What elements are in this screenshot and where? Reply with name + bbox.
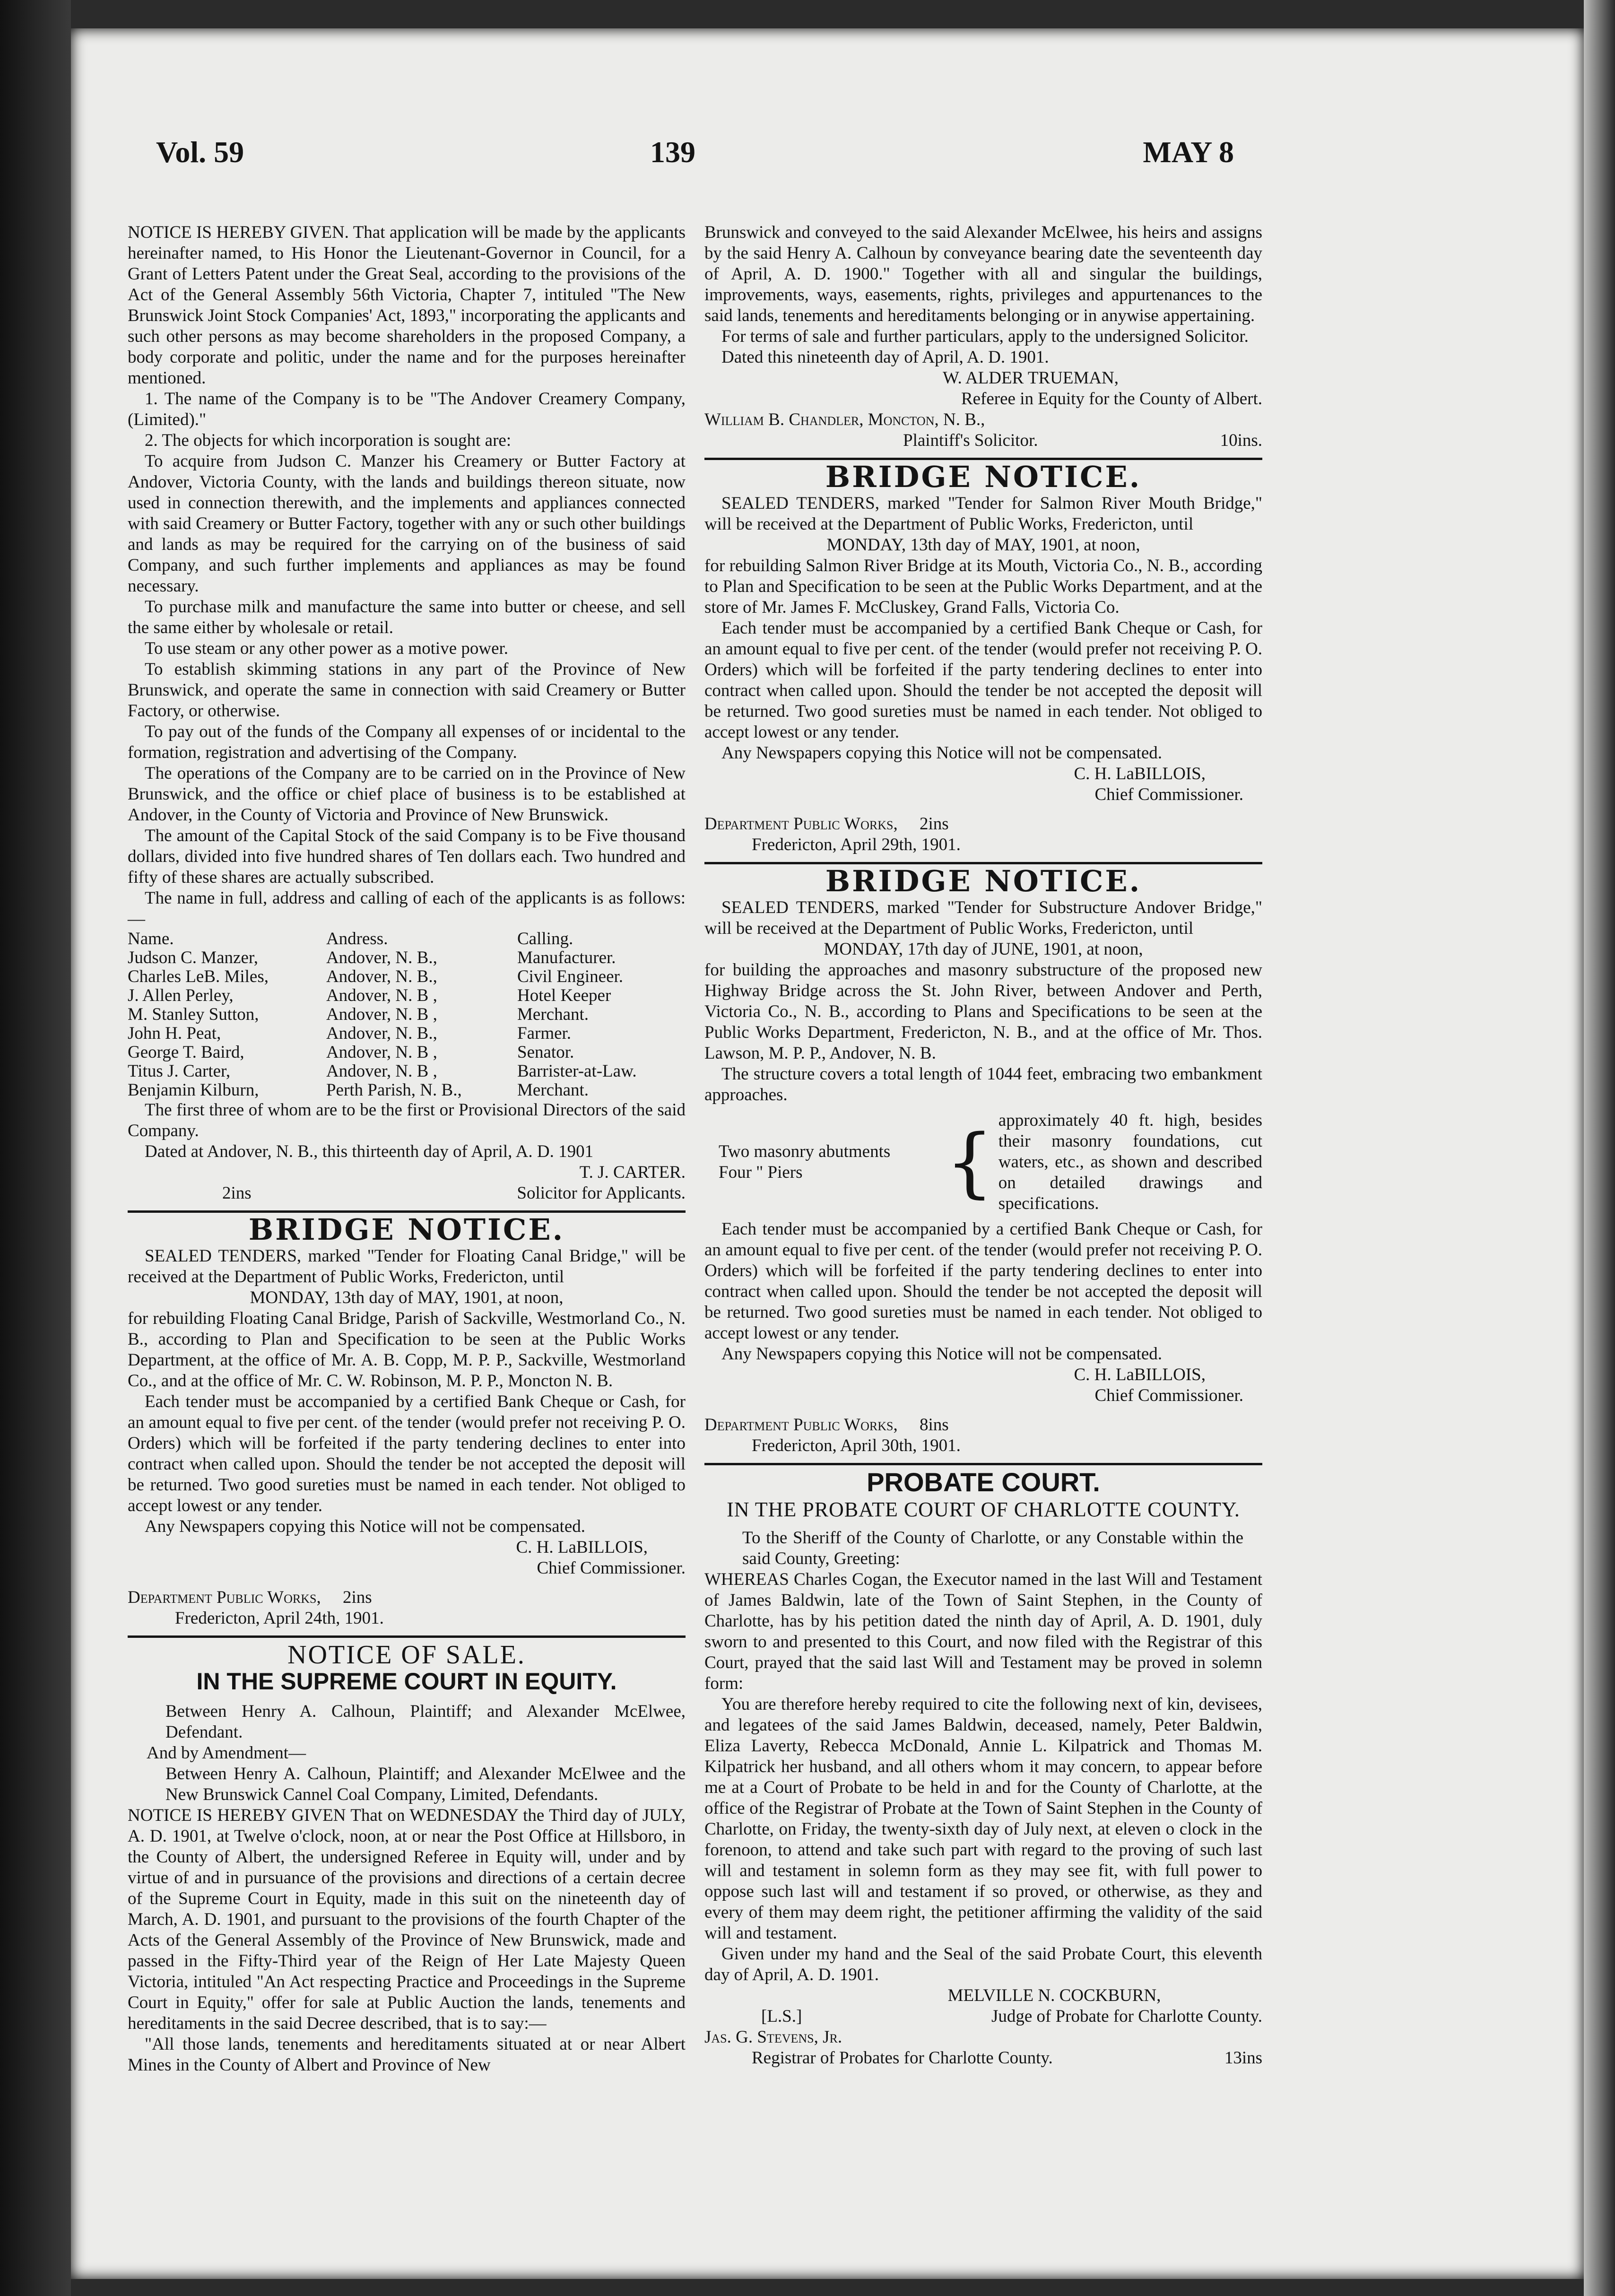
insertions-count: 2ins <box>222 1183 252 1203</box>
insertions-count: 2ins <box>342 1588 372 1607</box>
floating-canal-bridge-notice <box>128 1212 686 1629</box>
notice-title: NOTICE OF SALE. <box>287 1640 526 1670</box>
notice-paragraph: To use steam or any other power as a motive power. <box>145 639 509 658</box>
tender-body: for rebuilding Salmon River Bridge at its Mouth, Victoria Co., N. B., according to Plan and Specification to be seen at the Public Works Department, and at the store of Mr. James F. McCluskey, Grand Falls, Victoria Co. <box>704 556 1262 617</box>
tender-intro: SEALED TENDERS, marked "Tender for Substructure Andover Bridge," will be received at the Department of Public Works, Fredericton, until <box>704 898 1262 938</box>
notice-title: BRIDGE NOTICE. <box>248 1212 565 1247</box>
department-name: Department Public Works, <box>128 1588 321 1607</box>
applicant-calling: Manufacturer. <box>517 948 616 967</box>
registrar-line <box>704 2048 1262 2069</box>
probate-address: To the Sheriff of the County of Charlotte, or any Constable within the said County, Greeting: <box>742 1528 1243 1568</box>
section-divider <box>128 1635 686 1638</box>
court-subtitle: IN THE PROBATE COURT OF CHARLOTTE COUNTY. <box>727 1498 1240 1521</box>
left-column <box>128 222 686 2076</box>
notice-of-sale <box>128 1640 686 2076</box>
tender-conditions: Each tender must be accompanied by a certified Bank Cheque or Cash, for an amount equal to five per cent. of the tender (would prefer not receiving P. O. Orders) which will be forfeited if the party tendering declines to enter into contract when called upon. Should the tender be not accepted the deposit will be returned. Two good sureties must be named in each tender. Not obliged to accept lowest or any tender. <box>128 1392 686 1515</box>
dated-line: Dated at Andover, N. B., this thirteenth day of April, A. D. 1901 <box>145 1142 594 1161</box>
applicant-calling: Civil Engineer. <box>517 967 624 986</box>
notice-title: PROBATE COURT. <box>867 1467 1100 1497</box>
right-column <box>704 222 1262 2069</box>
judge-title: Judge of Probate for Charlotte County. <box>991 2007 1262 2026</box>
notice-paragraph: The amount of the Capital Stock of the said Company is to be Five thousand dollars, divided into five hundred shares of Ten dollars each. Two hundred and fifty of these shares are actually subscribed. <box>128 826 686 887</box>
applicant-address: Andover, N. B., <box>326 948 437 967</box>
place-date: Fredericton, April 29th, 1901. <box>752 835 961 854</box>
applicant-calling: Farmer. <box>517 1024 572 1043</box>
notice-paragraph: To pay out of the funds of the Company all expenses of or incidental to the formation, registration and advertising of the Company. <box>128 722 686 762</box>
table-row <box>128 1024 686 1043</box>
insertions-count: 10ins. <box>1220 431 1262 450</box>
department-name: Department Public Works, <box>704 814 898 834</box>
volume-label: Vol. 59 <box>156 135 244 169</box>
abutments-label: Two masonry abutments <box>719 1142 891 1161</box>
notice-paragraph: To purchase milk and manufacture the same into butter or cheese, and sell the same either by wholesale or retail. <box>128 597 686 637</box>
salmon-river-bridge-notice <box>704 460 1262 855</box>
applicant-address: Andover, N. B , <box>326 1061 437 1081</box>
solicitor-name: William B. Chandler, Moncton, N. B., <box>704 410 985 429</box>
probate-given: Given under my hand and the Seal of the said Probate Court, this eleventh day of April, A. D. 1901. <box>704 1944 1262 1984</box>
registrar-title: Registrar of Probates for Charlotte County. <box>752 2048 1053 2068</box>
structure-specs <box>704 1110 1262 1214</box>
insertions-count: 2ins <box>919 814 949 834</box>
solicitor-title: Plaintiff's Solicitor. <box>903 431 1038 450</box>
newspaper-notice: Any Newspapers copying this Notice will not be compensated. <box>145 1517 585 1536</box>
probate-whereas: WHEREAS Charles Cogan, the Executor named in the last Will and Testament of James Baldwin, late of the Town of Saint Stephen, in the County of Charlotte, has by his petition dated the ninth day of April, A. D. 1901, duly sworn to and presented to this Court, and now filed with the Registrar of this Court, prayed that the said last Will and Testament may be proved in solemn form: <box>704 1570 1262 1693</box>
applicant-name: Titus J. Carter, <box>128 1061 231 1081</box>
place-date: Fredericton, April 24th, 1901. <box>175 1609 384 1628</box>
commissioner-title: Chief Commissioner. <box>1094 1386 1243 1405</box>
notice-paragraph: The operations of the Company are to be carried on in the Province of New Brunswick, and the office or chief place of business is to be established at Andover, in the County of Victoria and Province of New Brunswick. <box>128 764 686 825</box>
applicant-name: John H. Peat, <box>128 1024 221 1043</box>
registrar-name: Jas. G. Stevens, Jr. <box>704 2027 842 2047</box>
parties: Between Henry A. Calhoun, Plaintiff; and Alexander McElwee, Defendant. <box>165 1702 686 1742</box>
tender-deadline: MONDAY, 13th day of MAY, 1901, at noon, <box>250 1288 564 1307</box>
sale-dated: Dated this nineteenth day of April, A. D. 1901. <box>721 348 1049 367</box>
department-name: Department Public Works, <box>704 1415 898 1435</box>
applicant-address: Andover, N. B , <box>326 1005 437 1024</box>
table-row <box>128 1005 686 1024</box>
signer-role: Solicitor for Applicants. <box>517 1183 686 1203</box>
sale-continuation: Brunswick and conveyed to the said Alexander McElwee, his heirs and assigns by the said Henry A. Calhoun by conveyance bearing date the seventeenth day of April, A. D. 1900." Together with all and singular the buildings, improvements, ways, easements, rights, privileges and appurtenances to the said lands, tenements and hereditaments belonging or in anywise appertaining. <box>704 223 1262 325</box>
notice-title: BRIDGE NOTICE. <box>825 460 1142 494</box>
place-date: Fredericton, April 30th, 1901. <box>752 1436 961 1455</box>
sale-body: NOTICE IS HEREBY GIVEN That on WEDNESDAY the Third day of JULY, A. D. 1901, at Twelve o'clock, noon, at or near the Post Office at Hillsboro, in the County of Albert, the undersigned Referee in Equity will, under and by virtue of and in pursuance of the provisions and directions of a certain decree of the Supreme Court in Equity, made in this suit on the nineteenth day of March, A. D. 1901, and pursuant to the provisions of the fourth Chapter of the Acts of the General Assembly of the Province of New Brunswick, made and passed in the Fifty-Third year of the Reign of Her Late Majesty Queen Victoria, intituled "An Act respecting Practice and Proceedings in the Supreme Court in Equity," offer for sale at Public Auction the lands, tenements and hereditaments in the said Decree described, that is to say:— <box>128 1806 686 2033</box>
applicant-address: Andover, N. B., <box>326 1024 437 1043</box>
tender-intro: SEALED TENDERS, marked "Tender for Floating Canal Bridge," will be received at the Department of Public Works, Fredericton, until <box>128 1246 686 1287</box>
table-row <box>128 1062 686 1081</box>
column-header: Andress. <box>326 929 388 948</box>
binding-gutter <box>0 0 71 2296</box>
column-header: Calling. <box>517 929 573 948</box>
applicant-address: Perth Parish, N. B., <box>326 1080 462 1100</box>
applicant-name: M. Stanley Sutton, <box>128 1005 259 1024</box>
tender-conditions: Each tender must be accompanied by a certified Bank Cheque or Cash, for an amount equal to five per cent. of the tender (would prefer not receiving P. O. Orders) which will be forfeited if the party tendering declines to enter into contract when called upon. Should the tender be not accepted the deposit will be returned. Two good sureties must be named in each tender. Not obliged to accept lowest or any tender. <box>704 618 1262 742</box>
notice-paragraph: To establish skimming stations in any part of the Province of New Brunswick, and operate the same in connection with said Creamery or Butter Factory, or otherwise. <box>128 660 686 721</box>
court-name: IN THE SUPREME COURT IN EQUITY. <box>196 1668 617 1695</box>
table-row <box>128 1081 686 1100</box>
applicant-address: Andover, N. B , <box>326 986 437 1005</box>
insertions-count: 13ins <box>1224 2048 1262 2068</box>
probate-citation: You are therefore hereby required to cite the following next of kin, devisees, and legatees of the said James Baldwin, deceased, namely, Peter Baldwin, Eliza Laverty, Rebecca McDonald, Annie L. Kilpatrick and Thomas M. Kilpatrick her husband, and all others whom it may concern, to appear before me at a Court of Probate to be held in and for the County of Charlotte, at the office of the Registrar of Probate at the Town of Saint Stephen in the County of Charlotte, on Friday, the twenty-sixth day of July next, at eleven o clock in the forenoon, to attend and take such part with regard to the proving of such last will and testament in solemn form as they may see fit, with full power to oppose such last will and testament if so proved, or otherwise, as they and every of them may deem right, the petitioner affirming the validity of the said will and testament. <box>704 1695 1262 1943</box>
applicant-address: Andover, N. B., <box>326 967 437 986</box>
applicant-calling: Hotel Keeper <box>517 986 611 1005</box>
page-number: 139 <box>650 135 695 169</box>
tender-conditions: Each tender must be accompanied by a certified Bank Cheque or Cash, for an amount equal to five per cent. of the tender (would prefer not receiving P. O. Orders) which will be forfeited if the party tendering declines to enter into contract when called upon. Should the tender be not accepted the deposit will be returned. Two good sureties must be named in each tender. Not obliged to accept lowest or any tender. <box>704 1219 1262 1343</box>
commissioner-name: C. H. LaBILLOIS, <box>1074 764 1206 783</box>
applicants-table <box>128 930 686 1100</box>
table-row <box>128 986 686 1005</box>
structure-detail: approximately 40 ft. high, besides their masonry foundations, cut waters, etc., as shown and described on detailed drawings and specifications. <box>998 1111 1262 1213</box>
structure-text: The structure covers a total length of 1044 feet, embracing two embankment approaches. <box>704 1064 1262 1105</box>
newspaper-notice: Any Newspapers copying this Notice will not be compensated. <box>721 743 1162 763</box>
page-header <box>156 135 1234 187</box>
notice-of-sale-continued <box>704 222 1262 451</box>
probate-court-notice <box>704 1467 1262 2069</box>
applicant-calling: Merchant. <box>517 1080 589 1100</box>
table-row <box>128 1043 686 1062</box>
andover-creamery-notice <box>128 222 686 1204</box>
section-divider <box>704 1463 1262 1465</box>
andover-bridge-notice <box>704 864 1262 1456</box>
directors-text: The first three of whom are to be the first or Provisional Directors of the said Company. <box>128 1100 686 1140</box>
tender-deadline: MONDAY, 13th day of MAY, 1901, at noon, <box>826 535 1140 555</box>
insertions-count: 8ins <box>919 1415 949 1435</box>
issue-date: MAY 8 <box>1143 135 1234 169</box>
tender-deadline: MONDAY, 17th day of JUNE, 1901, at noon, <box>824 939 1143 959</box>
referee-title: Referee in Equity for the County of Albert. <box>961 389 1262 409</box>
table-row <box>128 967 686 986</box>
structure-items <box>704 1141 941 1183</box>
notice-paragraph: The name in full, address and calling of each of the applicants is as follows:— <box>128 888 686 929</box>
tender-intro: SEALED TENDERS, marked "Tender for Salmon River Mouth Bridge," will be received at the Department of Public Works, Fredericton, until <box>704 494 1262 534</box>
seal-mark: [L.S.] <box>761 2007 802 2026</box>
piers-label: Four " Piers <box>719 1163 803 1182</box>
applicant-name: Benjamin Kilburn, <box>128 1080 259 1100</box>
applicant-name: Judson C. Manzer, <box>128 948 258 967</box>
commissioner-title: Chief Commissioner. <box>537 1558 686 1578</box>
signature-block <box>128 1183 686 1204</box>
parties-amended: Between Henry A. Calhoun, Plaintiff; and Alexander McElwee and the New Brunswick Cannel Coal Company, Limited, Defendants. <box>165 1764 686 1804</box>
sale-terms: For terms of sale and further particulars, apply to the undersigned Solicitor. <box>721 327 1249 346</box>
notice-title: BRIDGE NOTICE. <box>825 864 1142 898</box>
commissioner-name: C. H. LaBILLOIS, <box>1074 1365 1206 1384</box>
solicitor-line <box>704 430 1262 451</box>
tender-body: for rebuilding Floating Canal Bridge, Parish of Sackville, Westmorland Co., N. B., according to Plan and Specification to be seen at the Public Works Department, at the office of Mr. A. B. Copp, M. P. P., Sackville, Westmorland Co., and at the office of Mr. C. W. Robinson, M. P. P., Moncton N. B. <box>128 1309 686 1391</box>
commissioner-title: Chief Commissioner. <box>1094 785 1243 804</box>
tender-body: for building the approaches and masonry substructure of the proposed new Highway Bridge across the St. John River, between Andover and Perth, Victoria Co., N. B., according to Plans and Specifications to be seen at the Public Works Department, Fredericton, N. B., and at the office of Mr. Thos. Lawson, M. P. P., Andover, N. B. <box>704 960 1262 1063</box>
commissioner-name: C. H. LaBILLOIS, <box>516 1538 648 1557</box>
applicant-address: Andover, N. B , <box>326 1043 437 1062</box>
table-row <box>128 948 686 967</box>
applicant-name: George T. Baird, <box>128 1043 244 1062</box>
notice-paragraph: NOTICE IS HEREBY GIVEN. That application will be made by the applicants hereinafter named, to His Honor the Lieutenant-Governor in Council, for a Grant of Letters Patent under the Great Seal, according to the provisions of the Act of the General Assembly 56th Victoria, Chapter 7, intituled "The New Brunswick Joint Stock Companies' Act, 1893," incorporating the applicants and such other persons as may become shareholders in the proposed Company, a body corporate and politic, under the name and for the purposes hereinafter mentioned. <box>128 223 686 388</box>
page-edge <box>1584 0 1615 2296</box>
amendment-label: And by Amendment— <box>147 1743 306 1763</box>
brace-glyph: { <box>946 1118 994 1206</box>
applicant-calling: Senator. <box>517 1043 574 1062</box>
notice-paragraph: 1. The name of the Company is to be "The Andover Creamery Company, (Limited)." <box>128 389 686 429</box>
judge-line <box>704 2006 1262 2027</box>
applicant-calling: Merchant. <box>517 1005 589 1024</box>
referee-name: W. ALDER TRUEMAN, <box>942 368 1119 388</box>
applicant-calling: Barrister-at-Law. <box>517 1061 637 1081</box>
lands-description: "All those lands, tenements and hereditaments situated at or near Albert Mines in the County of Albert and Province of New <box>128 2035 686 2075</box>
signer-name: T. J. CARTER. <box>579 1163 686 1182</box>
column-header: Name. <box>128 929 174 948</box>
applicant-name: J. Allen Perley, <box>128 986 234 1005</box>
applicant-name: Charles LeB. Miles, <box>128 967 269 986</box>
newspaper-notice: Any Newspapers copying this Notice will not be compensated. <box>721 1344 1162 1364</box>
notice-paragraph: 2. The objects for which incorporation is sought are: <box>145 431 512 450</box>
judge-name: MELVILLE N. COCKBURN, <box>947 1986 1161 2005</box>
notice-paragraph: To acquire from Judson C. Manzer his Creamery or Butter Factory at Andover, Victoria County, with the lands and buildings thereon situate, now used in connection therewith, and the implements and appliances connected with said Creamery or Butter Factory, together with any or such other buildings and lands as may be required for the carrying on of the business of said Company, and such further implements and appliances as may be found necessary. <box>128 452 686 596</box>
